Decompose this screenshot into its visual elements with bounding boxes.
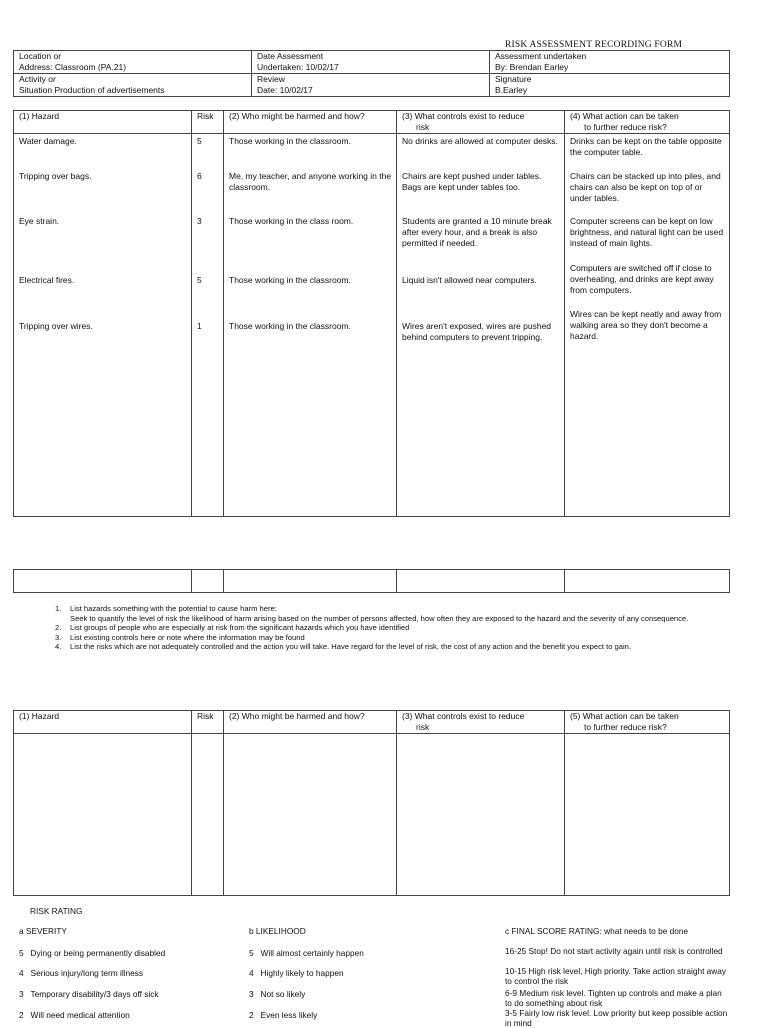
risk-table (13, 110, 730, 517)
likelihood-item: 3 Not so likely (249, 989, 306, 999)
table-row-risk: 6 (197, 171, 202, 181)
instruction-item: 1. List hazards something with the potential to cause harm here: (55, 604, 277, 613)
risk-column-cell (192, 134, 224, 517)
severity-item: 2 Will need medical attention (19, 1010, 130, 1020)
blank-cell (565, 734, 730, 896)
severity-item: 3 Temporary disability/3 days off sick (19, 989, 159, 999)
col-hazard: (1) Hazard (14, 111, 192, 134)
table-row-risk: 5 (197, 275, 202, 285)
severity-item: 5 Dying or being permanently disabled (19, 948, 166, 958)
assessment-header-table (13, 50, 730, 97)
table-row-who: Those working in the classroom. (229, 136, 351, 146)
undertaken-value: Undertaken: 10/02/17 (257, 62, 339, 72)
date-cell (252, 51, 490, 74)
action-column-cell (565, 134, 730, 517)
col-risk: Risk (192, 711, 224, 734)
likelihood-title: b LIKELIHOOD (249, 926, 306, 936)
form-title: RISK ASSESSMENT RECORDING FORM (505, 40, 683, 50)
col-action: (4) What action can be taken to further reduce risk? (565, 111, 730, 134)
table-row-risk: 5 (197, 136, 202, 146)
table-row-action: Drinks can be kept on the table opposite the computer table. (570, 136, 722, 157)
severity-title: a SEVERITY (19, 926, 67, 936)
controls-column-cell (397, 134, 565, 517)
final-score-item: 3-5 Fairly low risk level. Low priority but keep possible action in mind (505, 1008, 728, 1028)
who-column-cell (224, 134, 397, 517)
empty-cell (565, 570, 730, 593)
empty-cell (224, 570, 397, 593)
table-row-controls: No drinks are allowed at computer desks. (402, 136, 558, 146)
review-label: Review (257, 74, 285, 84)
final-score-item: 10-15 High risk level, High priority. Take action straight away to control the risk (505, 966, 727, 986)
table-row-hazard: Eye strain. (19, 216, 60, 226)
table-row-who: Me, my teacher, and anyone working in the classroom. (229, 171, 392, 192)
col-controls: (3) What controls exist to reduce risk (397, 111, 565, 134)
empty-cell (192, 570, 224, 593)
blank-cell (397, 734, 565, 896)
table-row-risk: 1 (197, 321, 202, 331)
assessor-cell (490, 51, 730, 74)
severity-item: 4 Serious injury/long term illness (19, 968, 144, 978)
activity-cell (14, 74, 252, 97)
location-label: Location or (19, 51, 62, 61)
review-date-value: Date: 10/02/17 (257, 85, 313, 95)
empty-row-table (13, 569, 730, 593)
table-row-action: Computers are switched off if close to overheating, and drinks are kept away from computers. (570, 263, 714, 295)
blank-cell (192, 734, 224, 896)
instruction-item: 4. List the risks which are not adequately controlled and the action you will take. Have regard for the level of risk, the cost of any action and the benefit you expect to gain. (55, 642, 631, 651)
address-value: Address: Classroom (PA.21) (19, 62, 127, 72)
table-row-hazard: Electrical fires. (19, 275, 75, 285)
blank-cell (224, 734, 397, 896)
col-controls: (3) What controls exist to reduce risk (397, 711, 565, 734)
table-row-risk: 3 (197, 216, 202, 226)
empty-cell (14, 570, 192, 593)
table-row-who: Those working in the classroom. (229, 321, 351, 331)
table-row-hazard: Tripping over bags. (19, 171, 92, 181)
likelihood-item: 5 Will almost certainly happen (249, 948, 364, 958)
location-cell (14, 51, 252, 74)
col-action: (5) What action can be taken to further reduce risk? (565, 711, 730, 734)
final-score-item: 16-25 Stop! Do not start activity again until risk is controlled (505, 946, 723, 956)
table-row-who: Those working in the classroom. (229, 275, 351, 285)
assessor-value: By: Brendan Earley (495, 62, 569, 72)
assessment-label: Assessment undertaken (495, 51, 587, 61)
instructions-list (55, 604, 733, 652)
signature-label: Signature (495, 74, 532, 84)
col-who: (2) Who might be harmed and how? (224, 111, 397, 134)
table-row-action: Wires can be kept neatly and away from walking area so they don't become a hazard. (570, 309, 722, 341)
col-who: (2) Who might be harmed and how? (224, 711, 397, 734)
col-risk: Risk (192, 111, 224, 134)
table-row-action: Computer screens can be kept on low brightness, and natural light can be used instead of main lights. (570, 216, 724, 248)
review-cell (252, 74, 490, 97)
table-row-hazard: Water damage. (19, 136, 77, 146)
table-row-controls: Wires aren't exposed, wires are pushed behind computers to prevent tripping. (402, 321, 552, 342)
table-row-who: Those working in the class room. (229, 216, 354, 226)
empty-cell (397, 570, 565, 593)
blank-risk-table (13, 710, 730, 896)
table-row-controls: Chairs are kept pushed under tables. Bags are kept under tables too. (402, 171, 542, 192)
table-row-hazard: Tripping over wires. (19, 321, 93, 331)
signature-value: B.Earley (495, 85, 528, 95)
likelihood-item: 4 Highly likely to happen (249, 968, 344, 978)
hazard-column-cell (14, 134, 192, 517)
blank-cell (14, 734, 192, 896)
final-score-item: 6-9 Medium risk level. Tighten up controls and make a plan to do something about risk (505, 988, 722, 1008)
table-row-controls: Liquid isn't allowed near computers. (402, 275, 537, 285)
activity-label: Activity or (19, 74, 56, 84)
col-hazard: (1) Hazard (14, 711, 192, 734)
instruction-item: 3. List existing controls here or note where the information may be found (55, 632, 305, 642)
table-row-controls: Students are granted a 10 minute break after every hour, and a break is also permitted if needed. (402, 216, 552, 248)
table-row-action: Chairs can be stacked up into piles, and chairs can also be kept on top of or under tables. (570, 171, 721, 203)
situation-value: Situation Production of advertisements (19, 85, 165, 95)
date-label: Date Assessment (257, 51, 324, 61)
likelihood-item: 2 Even less likely (249, 1010, 318, 1020)
instruction-item: Seek to quantify the level of risk the likelihood of harm arising based on the number of persons affected, how often they are exposed to the hazard and the severity of any consequence. (70, 613, 689, 623)
instruction-item: 2. List groups of people who are especially at risk from the significant hazards which you have identified (55, 623, 410, 632)
final-score-title: c FINAL SCORE RATING: what needs to be done (505, 926, 689, 936)
risk-rating-title: RISK RATING (30, 906, 83, 916)
signature-cell (490, 74, 730, 97)
